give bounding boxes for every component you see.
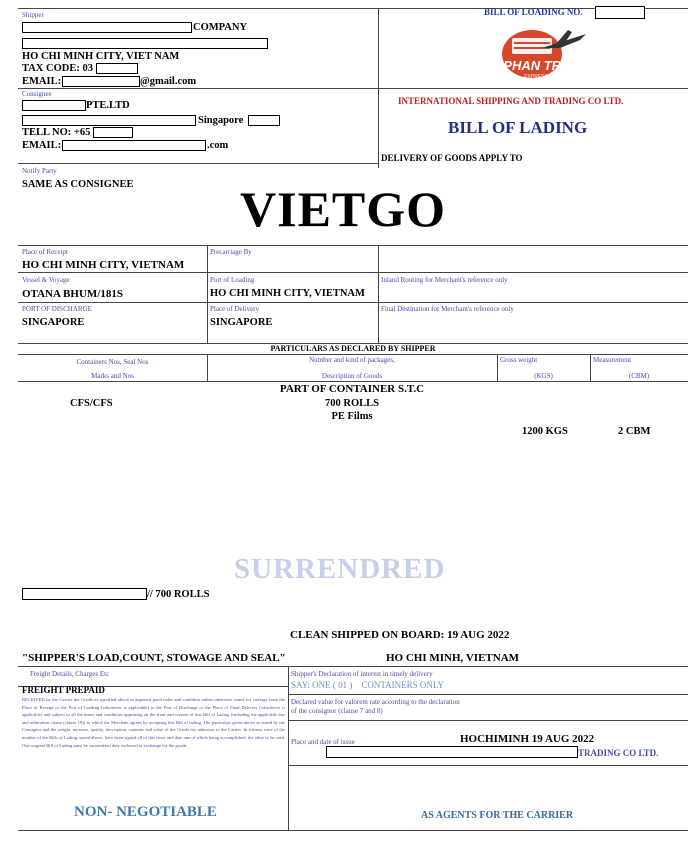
redacted-agent-name bbox=[326, 746, 578, 758]
phan-tri-logo bbox=[490, 24, 590, 86]
place-of-receipt-label: Place of Receipt bbox=[22, 248, 68, 256]
port-loading: HO CHI MINH CITY, VIETNAM bbox=[210, 288, 365, 299]
measurement: 2 CBM bbox=[618, 426, 651, 437]
logo-name: PHAN TRI bbox=[503, 58, 565, 73]
surrendered-stamp: SURRENDRED bbox=[234, 553, 446, 585]
shipper-email-prefix: EMAIL: bbox=[22, 76, 62, 87]
route-line-1 bbox=[18, 272, 688, 273]
inland-routing-label: Inland Routing for Merchant's reference only bbox=[381, 276, 508, 284]
freight-details-label: Freight Details, Charges Etc bbox=[30, 670, 110, 678]
notify-value: SAME AS CONSIGNEE bbox=[22, 179, 134, 190]
say-containers: SAY: ONE ( 01 ) CONTAINERS ONLY bbox=[291, 680, 444, 690]
col-packages-a: Number and kind of packages, bbox=[309, 356, 395, 364]
trading-co: TRADING CO LTD. bbox=[578, 748, 659, 758]
col-header-bottom-line bbox=[18, 381, 688, 382]
final-destination-label: Final Destination for Merchant's reference only bbox=[381, 305, 514, 313]
col-measurement-b: (CBM) bbox=[628, 372, 650, 380]
redacted-marks bbox=[22, 588, 147, 600]
route-divider-1 bbox=[207, 245, 208, 343]
cfs-cfs: CFS/CFS bbox=[70, 398, 113, 409]
logo-sub: EXPRESS bbox=[524, 74, 548, 80]
place-delivery-label: Place of Delivery bbox=[210, 305, 259, 313]
footer-divider bbox=[288, 666, 289, 830]
notify-label: Notify Party bbox=[22, 167, 57, 175]
freight-prepaid: FREIGHT PREPAID bbox=[22, 685, 105, 695]
redacted-consignee-email bbox=[62, 140, 206, 151]
shipper-declaration-label: Shipper's Declaration of interest in timely delivery bbox=[291, 670, 433, 678]
particulars-banner: PARTICULARS AS DECLARED BY SHIPPER bbox=[270, 344, 436, 353]
redacted-bl-number bbox=[595, 6, 645, 19]
consignee-email-suffix: .com bbox=[207, 140, 229, 151]
notify-bottom-line bbox=[18, 245, 688, 246]
route-divider-2 bbox=[378, 245, 379, 343]
consignee-label: Consignee bbox=[22, 90, 52, 98]
vessel: OTANA BHUM/181S bbox=[22, 288, 123, 300]
declared-bottom-line bbox=[288, 720, 688, 721]
rolls-count: 700 ROLLS bbox=[325, 398, 379, 409]
shipper-email-suffix: @gmail.com bbox=[140, 76, 197, 87]
goods-description: PE Films bbox=[331, 411, 373, 422]
container-line: PART OF CONTAINER S.T.C bbox=[279, 383, 425, 395]
shipper-label: Shipper bbox=[22, 11, 44, 19]
declared-value-line2: of the consignor (clause 7 and 8) bbox=[291, 707, 383, 715]
port-discharge: SINGAPORE bbox=[22, 317, 85, 328]
consignee-bottom-line bbox=[18, 163, 378, 164]
route-line-2 bbox=[18, 302, 688, 303]
col-gross-weight-b: (KGS) bbox=[534, 372, 553, 380]
footer-top-line bbox=[18, 666, 688, 667]
non-negotiable: NON- NEGOTIABLE bbox=[74, 804, 217, 820]
consignee-country: Singapore bbox=[198, 115, 244, 126]
document-title: BILL OF LADING bbox=[448, 118, 588, 137]
terms-text: RECEIVED by the Carrier the Goods as specified above in apparent good order and condition unless otherwise stated for carriage from the Place of Receipt or the Port of Loading (whichever is applicable) to the Port of Discharge or the Place of Final Delivery (whichever is applicable) and subject to all the terms and conditions appearing on the front and reverse of this Bill of Lading (including the applicable law and arbitration clause (clause 19)) to which the Merchant agrees by accepting this Bill of lading. The particulars given above as stated by the Consignor and the weight, measure, quality, description, contents and value of the Goods are unknown to the Carrier. In witness were of the number of the Bills of Lading, stated above, have been signed all of this tenor and date one of which being accomplished, the other to be void. One original Bill of Lading must be surrendered duly endorsed in exchange for the goods. bbox=[22, 697, 285, 748]
vessel-label: Vessel & Voyage bbox=[22, 276, 70, 284]
shipper-city: HO CHI MINH CITY, VIET NAM bbox=[22, 51, 180, 62]
shipper-bottom-line bbox=[18, 88, 378, 89]
gross-weight: 1200 KGS bbox=[522, 426, 568, 437]
banner-bottom-line bbox=[18, 354, 688, 355]
redacted-shipper-name bbox=[22, 22, 192, 33]
shipper-tax-code: TAX CODE: 03 bbox=[22, 63, 93, 74]
top-border bbox=[18, 8, 688, 9]
company-full-name: INTERNATIONAL SHIPPING AND TRADING CO LTD. bbox=[398, 96, 624, 106]
say-bottom-line bbox=[288, 694, 688, 695]
redacted-postal-code bbox=[248, 115, 280, 126]
redacted-tel bbox=[93, 127, 133, 138]
redacted-tax-code bbox=[96, 63, 138, 74]
col-containers-a: Containers Nos, Seal Nos bbox=[76, 358, 149, 366]
marks-suffix: // 700 ROLLS bbox=[147, 589, 210, 600]
precarriage-label: Precarriage By bbox=[210, 248, 252, 256]
issue-place: HO CHI MINH, VIETNAM bbox=[386, 652, 520, 664]
consignee-company-suffix: PTE.LTD bbox=[86, 100, 130, 111]
place-date-value: HOCHIMINH 19 AUG 2022 bbox=[460, 733, 595, 745]
declared-value-line1: Declared value for valorem rate according to the declaration bbox=[291, 698, 460, 706]
place-delivery: SINGAPORE bbox=[210, 317, 273, 328]
redacted-shipper-email bbox=[62, 76, 140, 87]
col-gross-weight-a: Gross weight bbox=[500, 356, 538, 364]
col-containers-b: Marks and Nos bbox=[91, 372, 134, 380]
redacted-consignee-address bbox=[22, 115, 196, 126]
col-measurement-a: Measurement bbox=[593, 356, 632, 364]
bl-no-label: BILL OF LOADING NO. bbox=[484, 7, 583, 17]
clean-shipped-on-board: CLEAN SHIPPED ON BOARD: 19 AUG 2022 bbox=[290, 629, 510, 641]
redacted-shipper-address bbox=[22, 38, 268, 49]
shippers-load-clause: "SHIPPER'S LOAD,COUNT, STOWAGE AND SEAL" bbox=[22, 652, 286, 664]
vietgo-watermark: VIETGO bbox=[236, 180, 450, 238]
place-date-label: Place and date of issue bbox=[291, 738, 355, 746]
logo-bottom-line bbox=[378, 88, 688, 89]
place-issue-bottom-line bbox=[288, 765, 688, 766]
consignee-email-prefix: EMAIL: bbox=[22, 140, 62, 151]
port-discharge-label: PORT OF DISCHARGE bbox=[22, 305, 92, 313]
delivery-label: DELIVERY OF GOODS APPLY TO bbox=[381, 153, 523, 163]
port-loading-label: Port of Loading bbox=[210, 276, 255, 284]
bottom-border bbox=[18, 830, 688, 831]
redacted-consignee-name bbox=[22, 100, 86, 111]
shipper-company-suffix: COMPANY bbox=[193, 22, 248, 33]
consignee-tel: TELL NO: +65 bbox=[22, 127, 91, 138]
col-packages-b: Description of Goods bbox=[321, 372, 383, 380]
as-agents-for-carrier: AS AGENTS FOR THE CARRIER bbox=[421, 810, 574, 821]
place-of-receipt: HO CHI MINH CITY, VIETNAM bbox=[22, 259, 185, 271]
